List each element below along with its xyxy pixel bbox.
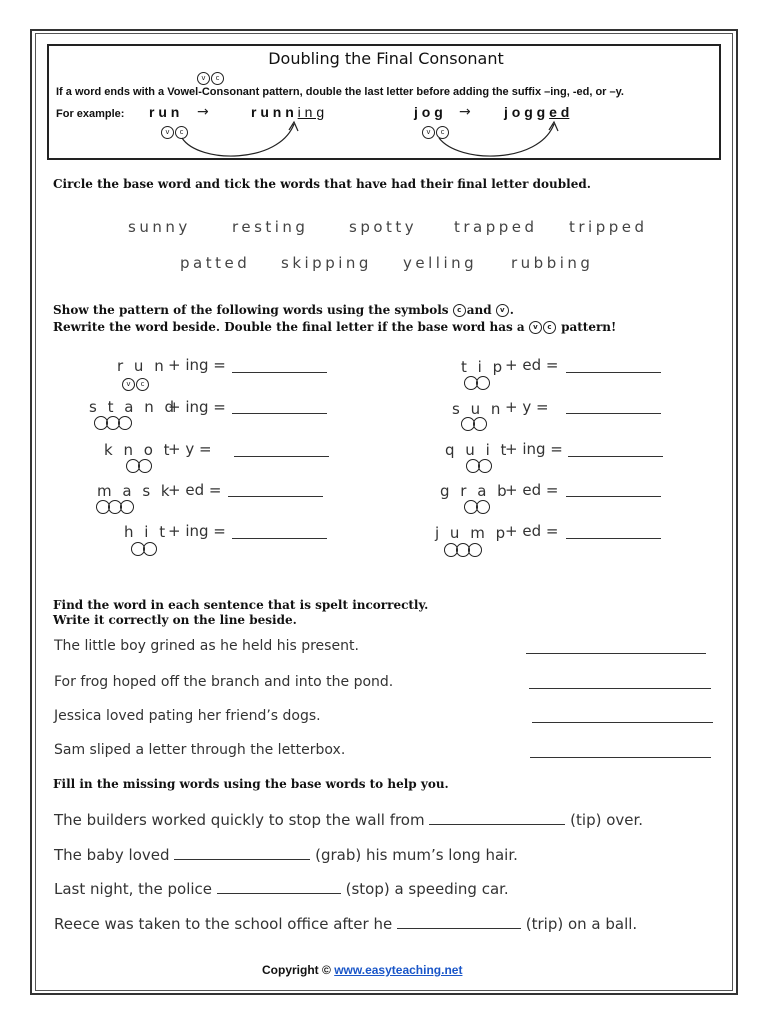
pattern-word-knot: k n o t <box>104 441 173 459</box>
consonant-circle-icon: c <box>436 126 449 139</box>
knot-circles <box>126 458 150 477</box>
website-link[interactable]: www.easyteaching.net <box>334 963 463 977</box>
section4-instruction: Fill in the missing words using the base words to help you. <box>53 777 449 791</box>
misspelt-sentence: Sam sliped a letter through the letterbox. <box>54 742 346 758</box>
worksheet-title: Doubling the Final Consonant <box>268 49 504 68</box>
sentence-start: Reece was taken to the school office after he <box>54 915 393 933</box>
pattern-word-quit: q u i t <box>445 441 510 459</box>
pattern-word-sun: s u n <box>452 400 504 418</box>
suffix-label: + ing = <box>168 522 226 540</box>
answer-line[interactable] <box>232 538 327 539</box>
word-patted: patted <box>180 254 251 272</box>
answer-line[interactable] <box>566 496 661 497</box>
example2-suffix: e d <box>549 104 570 120</box>
mask-circles <box>96 499 132 518</box>
consonant-circle-icon: c <box>211 72 224 85</box>
suffix-label: + y = <box>168 440 212 458</box>
sentence-start: Last night, the police <box>54 880 213 898</box>
fill-sentence <box>54 879 509 898</box>
consonant-circle-icon: c <box>175 126 188 139</box>
word-spotty: spotty <box>349 218 418 236</box>
answer-line[interactable] <box>228 496 323 497</box>
run-vc-symbols <box>122 374 150 393</box>
fill-sentence <box>54 845 518 864</box>
sentence-start: The baby loved <box>54 846 170 864</box>
vowel-circle-icon: v <box>422 126 435 139</box>
answer-line[interactable] <box>232 372 327 373</box>
pattern-word-run: r u n <box>117 357 167 375</box>
fill-blank[interactable] <box>397 914 521 929</box>
instruction-text: Rewrite the word beside. Double the final letter if the base word has a <box>53 320 525 334</box>
consonant-circle-icon: c <box>136 378 149 391</box>
answer-line[interactable] <box>532 722 713 723</box>
answer-line[interactable] <box>566 413 661 414</box>
instruction-text: Show the pattern of the following words using the symbols <box>53 303 449 317</box>
footer <box>262 963 462 977</box>
answer-line[interactable] <box>232 413 327 414</box>
vowel-circle-icon: v <box>122 378 135 391</box>
suffix-label: + ing = <box>168 398 226 416</box>
suffix-label: + ed = <box>505 356 559 374</box>
fill-blank[interactable] <box>217 879 341 894</box>
pattern-word-stand: s t a n d <box>89 398 177 416</box>
word-resting: resting <box>232 218 309 236</box>
copyright-text: Copyright © <box>262 963 331 977</box>
example2-base: j o g <box>414 104 443 120</box>
fill-sentence <box>54 914 637 933</box>
vowel-circle-icon: v <box>161 126 174 139</box>
section3-instruction-line2: Write it correctly on the line beside. <box>53 613 297 627</box>
answer-line[interactable] <box>566 538 661 539</box>
hit-circles <box>131 541 155 560</box>
instruction-period: . <box>509 303 514 317</box>
rule-text: If a word ends with a Vowel-Consonant pattern, double the last letter before adding the suffix –ing, -ed, or –y. <box>56 86 624 98</box>
answer-line[interactable] <box>529 688 711 689</box>
rule-box <box>47 44 721 160</box>
sentence-end: (trip) on a ball. <box>525 915 638 933</box>
section2-instruction-line2 <box>53 320 616 334</box>
stand-circles <box>94 415 130 434</box>
example2-result-stem: j o g g <box>504 104 550 120</box>
sentence-end: (stop) a speeding car. <box>345 880 509 898</box>
pattern-word-jump: j u m p <box>435 524 509 542</box>
pattern-word-grab: g r a b <box>440 482 510 500</box>
tip-circles <box>464 375 488 394</box>
suffix-label: + ed = <box>505 481 559 499</box>
arrow-right-icon: → <box>459 104 471 120</box>
quit-circles <box>466 458 490 477</box>
answer-line[interactable] <box>568 456 663 457</box>
consonant-circle-icon: c <box>453 304 466 317</box>
arrow-right-icon: → <box>197 104 209 120</box>
word-skipping: skipping <box>281 254 372 272</box>
word-tripped: tripped <box>569 218 648 236</box>
word-rubbing: rubbing <box>511 254 594 272</box>
misspelt-sentence: For frog hoped off the branch and into the pond. <box>54 674 394 690</box>
grab-circles <box>464 499 488 518</box>
section3-instruction-line1: Find the word in each sentence that is spelt incorrectly. <box>53 598 429 612</box>
instruction-and: and <box>466 303 492 317</box>
vowel-circle-icon: v <box>496 304 509 317</box>
sun-circles <box>461 416 485 435</box>
suffix-label: + y = <box>505 398 549 416</box>
example1-base: r u n <box>149 104 180 120</box>
suffix-label: + ing = <box>505 440 563 458</box>
pattern-word-mask: m a s k <box>97 482 173 500</box>
pattern-word-hit: h i t <box>124 523 169 541</box>
instruction-end: pattern! <box>561 320 617 334</box>
answer-line[interactable] <box>530 757 711 758</box>
suffix-label: + ing = <box>168 356 226 374</box>
word-yelling: yelling <box>403 254 478 272</box>
suffix-label: + ed = <box>168 481 222 499</box>
answer-line[interactable] <box>234 456 329 457</box>
answer-line[interactable] <box>526 653 706 654</box>
example1-result-stem: r u n n <box>251 104 298 120</box>
suffix-label: + ed = <box>505 522 559 540</box>
misspelt-sentence: Jessica loved pating her friend’s dogs. <box>54 708 321 724</box>
sentence-end: (grab) his mum’s long hair. <box>315 846 518 864</box>
fill-blank[interactable] <box>429 810 565 825</box>
sentence-end: (tip) over. <box>570 811 644 829</box>
example-label: For example: <box>56 108 125 120</box>
word-sunny: sunny <box>128 218 191 236</box>
misspelt-sentence: The little boy grined as he held his present. <box>54 638 359 654</box>
fill-blank[interactable] <box>174 845 310 860</box>
sentence-start: The builders worked quickly to stop the wall from <box>54 811 425 829</box>
vowel-circle-icon: v <box>197 72 210 85</box>
vowel-circle-icon: v <box>529 321 542 334</box>
word-trapped: trapped <box>454 218 538 236</box>
curved-arrows <box>49 46 719 158</box>
jump-circles <box>444 542 480 561</box>
fill-sentence <box>54 810 643 829</box>
consonant-circle-icon: c <box>543 321 556 334</box>
section2-instruction-line1 <box>53 303 514 317</box>
section1-instruction: Circle the base word and tick the words that have had their final letter doubled. <box>53 177 591 191</box>
example1-suffix: i n g <box>297 104 325 120</box>
answer-line[interactable] <box>566 372 661 373</box>
pattern-word-tip: t i p <box>461 358 506 376</box>
